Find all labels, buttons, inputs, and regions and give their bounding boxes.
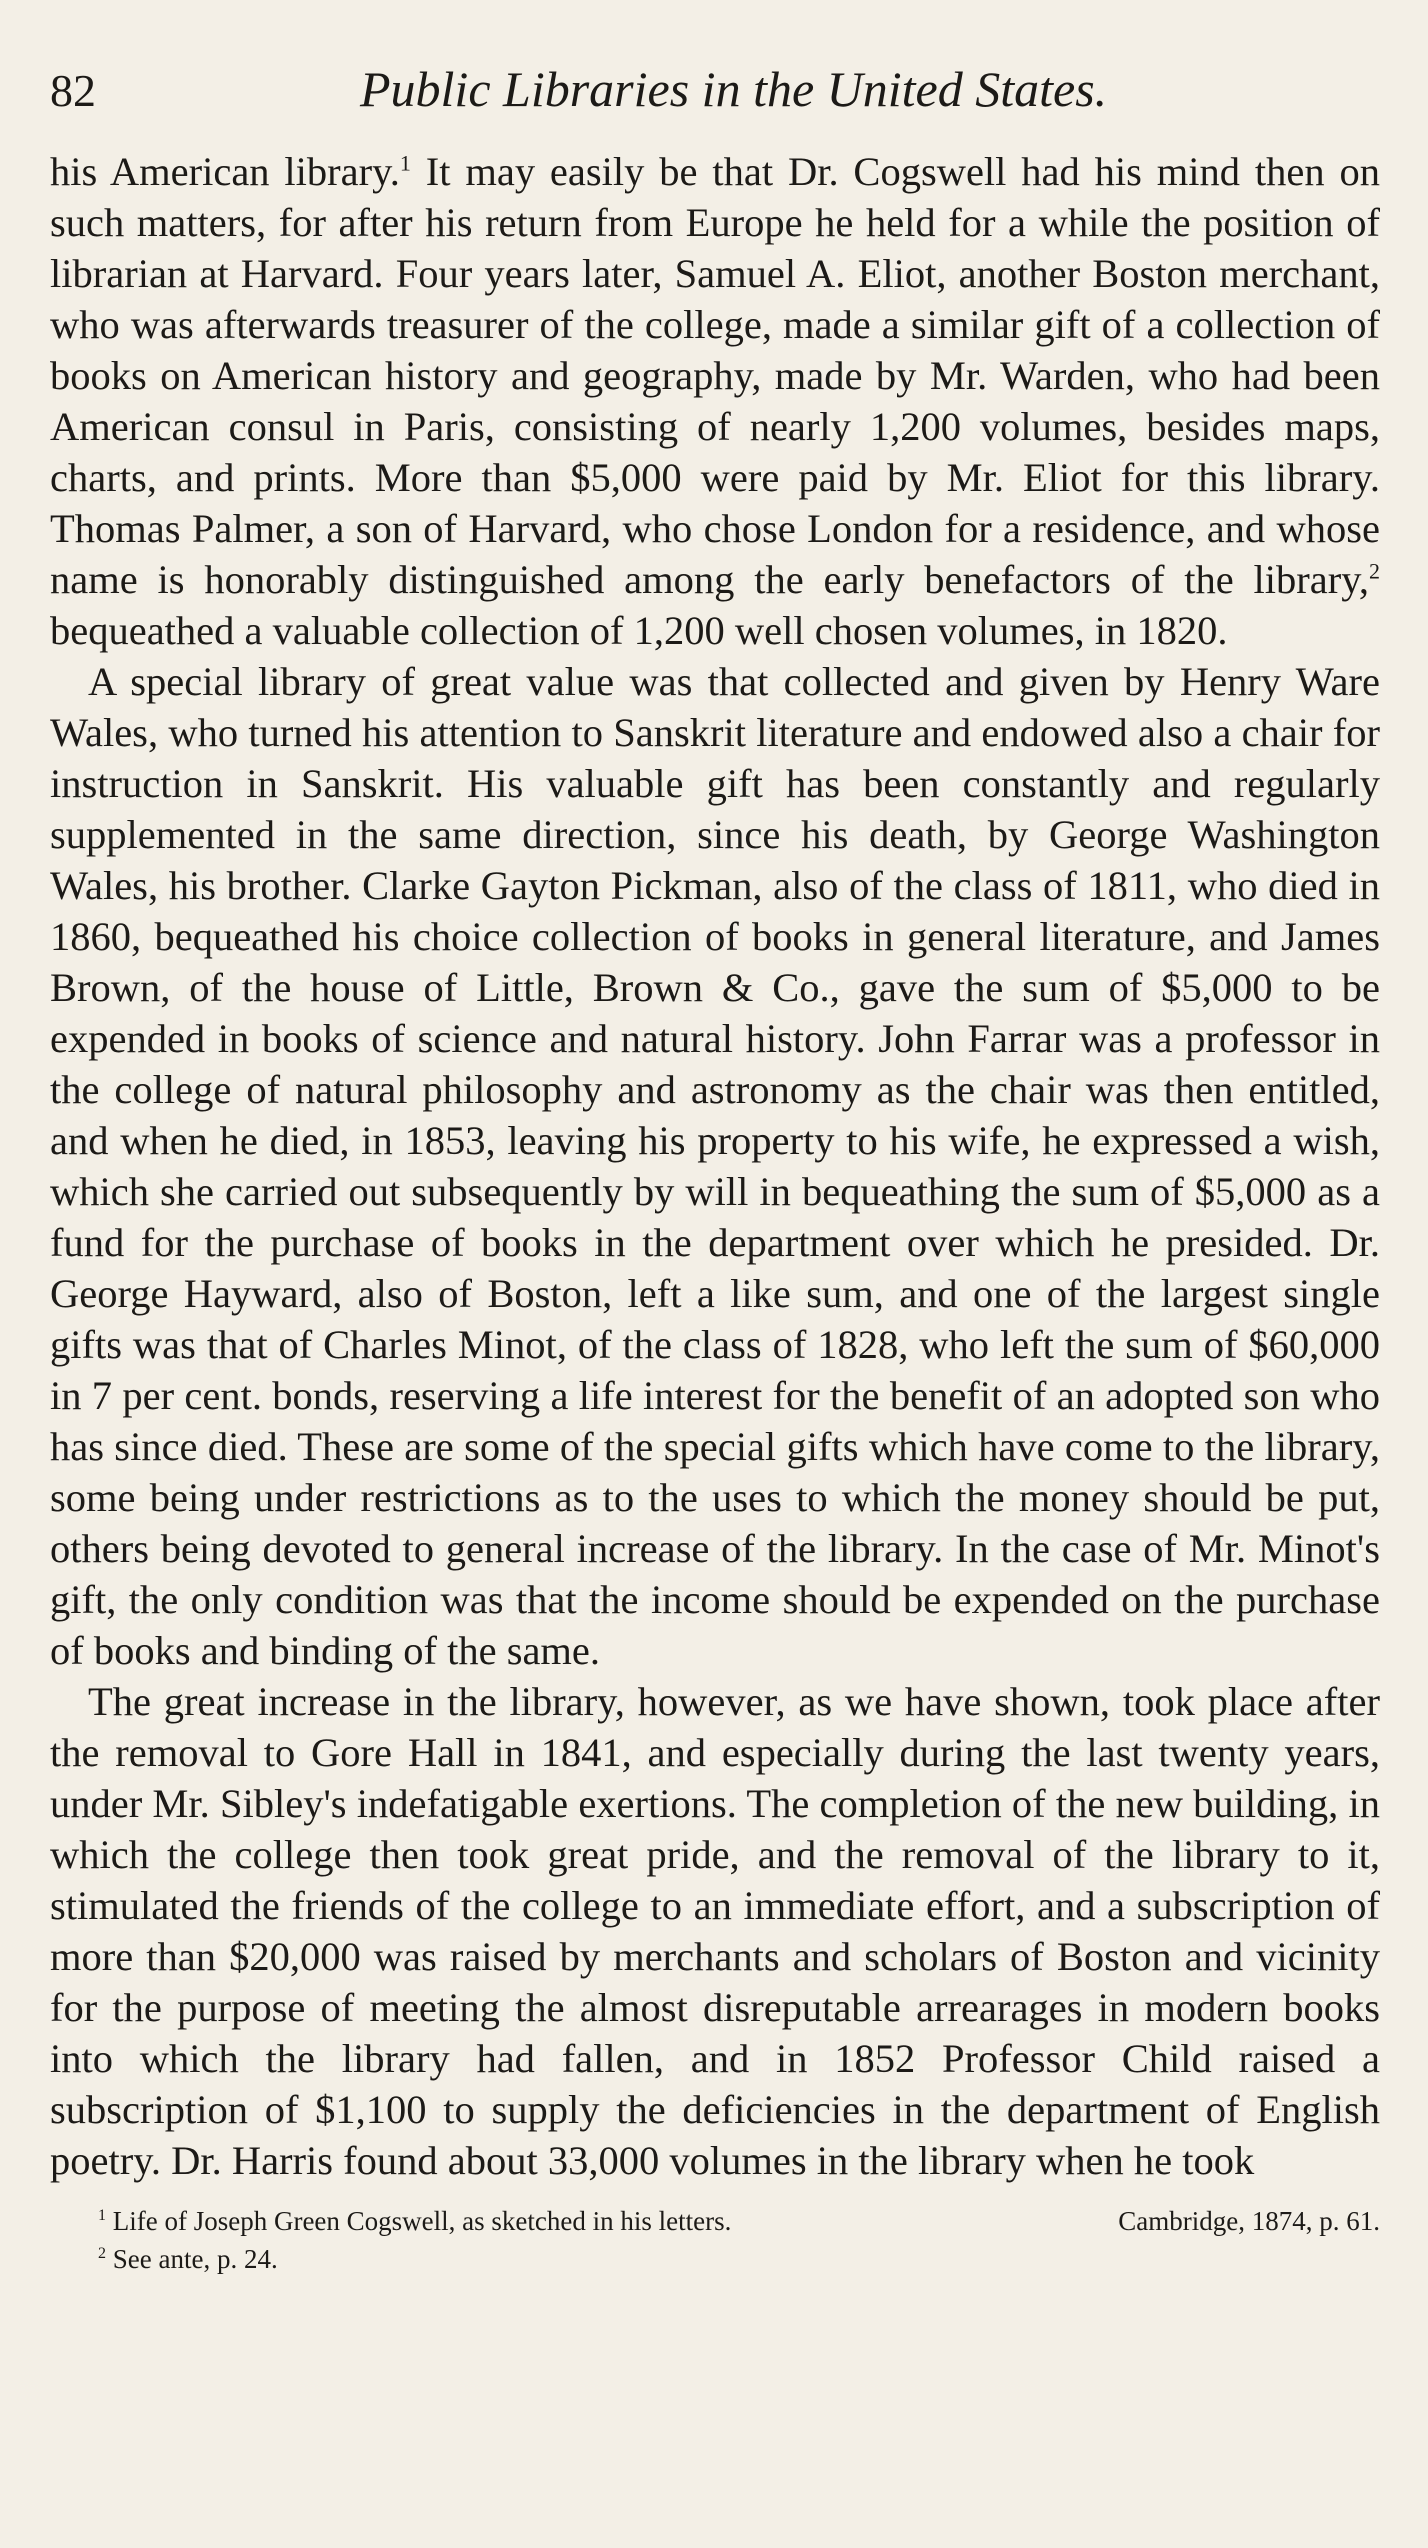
body-text	[50, 146, 1380, 2186]
footnote-1-marker: 1	[98, 2207, 106, 2224]
paragraph-2: A special library of great value was that collected and given by Henry Ware Wales, who turned his attention to Sanskrit literature and endowed also a chair for instruction in Sanskrit. His valuable gift has been constantly and regularly supplemented in the same direction, since his death, by George Washington Wales, his brother. Clarke Gayton Pickman, also of the class of 1811, who died in 1860, bequeathed his choice collection of books in general literature, and James Brown, of the house of Little, Brown & Co., gave the sum of $5,000 to be expended in books of science and natural history. John Farrar was a professor in the college of natural philosophy and astronomy as the chair was then entitled, and when he died, in 1853, leaving his property to his wife, he expressed a wish, which she carried out subsequently by will in bequeathing the sum of $5,000 as a fund for the purchase of books in the department over which he presided. Dr. George Hayward, also of Boston, left a like sum, and one of the largest single gifts was that of Charles Minot, of the class of 1828, who left the sum of $60,000 in 7 per cent. bonds, reserving a life interest for the benefit of an adopted son who has since died. These are some of the special gifts which have come to the library, some being under restrictions as to the uses to which the money should be put, others being devoted to general increase of the library. In the case of Mr. Minot's gift, the only condition was that the income should be expended on the purchase of books and binding of the same.	[50, 659, 1380, 1673]
document-page	[50, 60, 1380, 2278]
footnote-2	[50, 2240, 1380, 2278]
footnote-1	[50, 2202, 1380, 2240]
footnote-ref-2: 2	[1369, 558, 1380, 584]
paragraph-1	[50, 146, 1380, 656]
page-number: 82	[50, 65, 96, 116]
footnote-1-reference: Cambridge, 1874, p. 61.	[1118, 2206, 1380, 2236]
paragraph-1-part-b: It may easily be that Dr. Cogswell had his mind then on such matters, for after his return from Europe he held for a while the position of librarian at Harvard. Four years later, Samuel A. Eliot, another Boston merchant, who was afterwards treasurer of the college, made a similar gift of a collection of books on American history and geography, made by Mr. Warden, who had been American consul in Paris, consisting of nearly 1,200 volumes, besides maps, charts, and prints. More than $5,000 were paid by Mr. Eliot for this library. Thomas Palmer, a son of Harvard, who chose London for a residence, and whose name is honorably distinguished among the early benefactors of the library,	[50, 149, 1380, 602]
page-header	[50, 60, 1380, 138]
footnote-2-marker: 2	[98, 2245, 106, 2262]
footnote-ref-1: 1	[399, 150, 411, 176]
paragraph-3: The great increase in the library, however, as we have shown, took place after the removal to Gore Hall in 1841, and especially during the last twenty years, under Mr. Sibley's indefatigable exertions. The completion of the new building, in which the college then took great pride, and the removal of the library to it, stimulated the friends of the college to an immediate effort, and a subscription of more than $20,000 was raised by merchants and scholars of Boston and vicinity for the purpose of meeting the almost disreputable arrearages in modern books into which the library had fallen, and in 1852 Professor Child raised a subscription of $1,100 to supply the deficiencies in the department of English poetry. Dr. Harris found about 33,000 volumes in the library when he took	[50, 1679, 1380, 2183]
paragraph-1-part-c: bequeathed a valuable collection of 1,200 well chosen volumes, in 1820.	[50, 608, 1228, 653]
footnote-1-text: Life of Joseph Green Cogswell, as sketched in his letters.	[106, 2206, 732, 2236]
footnotes	[50, 2202, 1380, 2278]
running-title: Public Libraries in the United States.	[360, 61, 1108, 117]
footnote-2-text: See ante, p. 24.	[106, 2244, 278, 2274]
paragraph-1-part-a: his American library.	[50, 149, 400, 194]
